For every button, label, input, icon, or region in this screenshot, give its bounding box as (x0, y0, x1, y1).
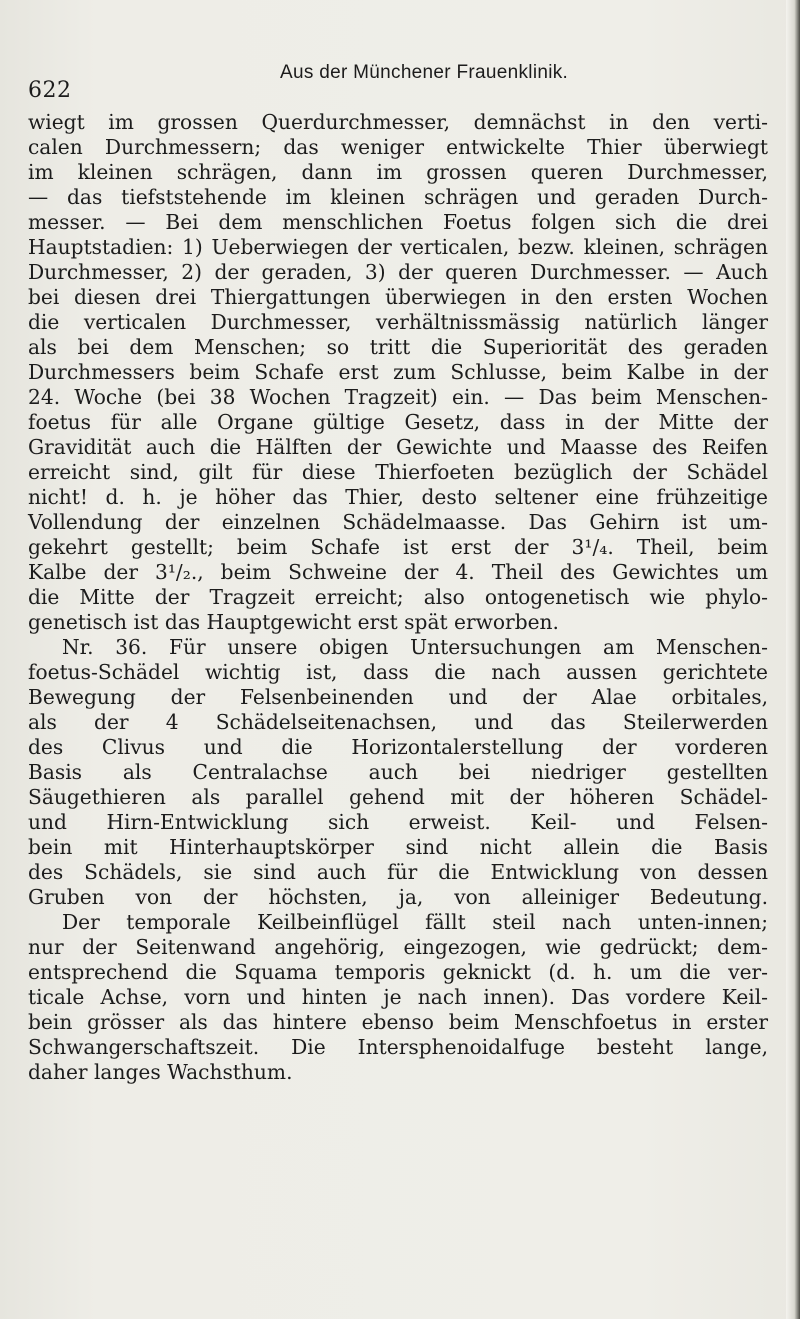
text-line: messer. — Bei dem menschlichen Foetus folgen sich die drei (28, 210, 768, 234)
text-line: Gruben von der höchsten, ja, von alleiniger Bedeutung. (28, 885, 768, 909)
text-line: nur der Seitenwand angehörig, eingezogen, wie gedrückt; dem- (28, 935, 768, 959)
text-line: genetisch ist das Hauptgewicht erst spät erworben. (28, 610, 559, 634)
text-line: Kalbe der 3¹/₂., beim Schweine der 4. Theil des Gewichtes um (28, 560, 768, 584)
text-line: Durchmesser, 2) der geraden, 3) der queren Durchmesser. — Auch (28, 260, 768, 284)
text-line: Nr. 36. Für unsere obigen Untersuchungen am Menschen- (62, 635, 768, 659)
text-line: 24. Woche (bei 38 Wochen Tragzeit) ein. — Das beim Menschen- (28, 385, 768, 409)
text-line: Vollendung der einzelnen Schädelmaasse. Das Gehirn ist um- (28, 510, 768, 534)
text-line: bein grösser als das hintere ebenso beim Menschfoetus in erster (28, 1010, 768, 1034)
text-line: Der temporale Keilbeinflügel fällt steil nach unten-innen; (62, 910, 768, 934)
text-line: des Schädels, sie sind auch für die Entwicklung von dessen (28, 860, 768, 884)
text-line: Säugethieren als parallel gehend mit der höheren Schädel- (28, 785, 768, 809)
text-line: als bei dem Menschen; so tritt die Superiorität des geraden (28, 335, 768, 359)
text-line: foetus-Schädel wichtig ist, dass die nach aussen gerichtete (28, 660, 768, 684)
text-line: Basis als Centralachse auch bei niedriger gestellten (28, 760, 768, 784)
text-line: bei diesen drei Thiergattungen überwiegen in den ersten Wochen (28, 285, 768, 309)
text-line: Gravidität auch die Hälften der Gewichte und Maasse des Reifen (28, 435, 768, 459)
text-line: und Hirn-Entwicklung sich erweist. Keil- und Felsen- (28, 810, 768, 834)
text-line: im kleinen schrägen, dann im grossen queren Durchmesser, (28, 160, 768, 184)
text-line: Durchmessers beim Schafe erst zum Schlusse, beim Kalbe in der (28, 360, 768, 384)
text-line: nicht! d. h. je höher das Thier, desto seltener eine frühzeitige (28, 485, 768, 509)
text-line: die verticalen Durchmesser, verhältnissmässig natürlich länger (28, 310, 768, 334)
text-line: Hauptstadien: 1) Ueberwiegen der verticalen, bezw. kleinen, schrägen (28, 235, 768, 259)
body-text (28, 110, 768, 1085)
page-number: 622 (28, 78, 72, 103)
text-line: gekehrt gestellt; beim Schafe ist erst der 3¹/₄. Theil, beim (28, 535, 768, 559)
text-line: bein mit Hinterhauptskörper sind nicht allein die Basis (28, 835, 768, 859)
text-line: als der 4 Schädelseitenachsen, und das Steilerwerden (28, 710, 768, 734)
text-line: des Clivus und die Horizontalerstellung der vorderen (28, 735, 768, 759)
text-line: Bewegung der Felsenbeinenden und der Alae orbitales, (28, 685, 768, 709)
text-line: erreicht sind, gilt für diese Thierfoeten bezüglich der Schädel (28, 460, 768, 484)
text-line: wiegt im grossen Querdurchmesser, demnächst in den verti- (28, 110, 768, 134)
text-line: entsprechend die Squama temporis geknickt (d. h. um die ver- (28, 960, 768, 984)
running-head: Aus der Münchener Frauenklinik. (280, 62, 569, 83)
page-edge-shadow (786, 0, 800, 1319)
text-line: ticale Achse, vorn und hinten je nach innen). Das vordere Keil- (28, 985, 768, 1009)
text-line: foetus für alle Organe gültige Gesetz, dass in der Mitte der (28, 410, 768, 434)
text-line: Schwangerschaftszeit. Die Intersphenoidalfuge besteht lange, (28, 1035, 768, 1059)
text-line: die Mitte der Tragzeit erreicht; also ontogenetisch wie phylo- (28, 585, 768, 609)
text-line: calen Durchmessern; das weniger entwickelte Thier überwiegt (28, 135, 768, 159)
page-header (28, 62, 768, 102)
text-line: daher langes Wachsthum. (28, 1060, 293, 1084)
text-line: — das tiefststehende im kleinen schrägen und geraden Durch- (28, 185, 768, 209)
